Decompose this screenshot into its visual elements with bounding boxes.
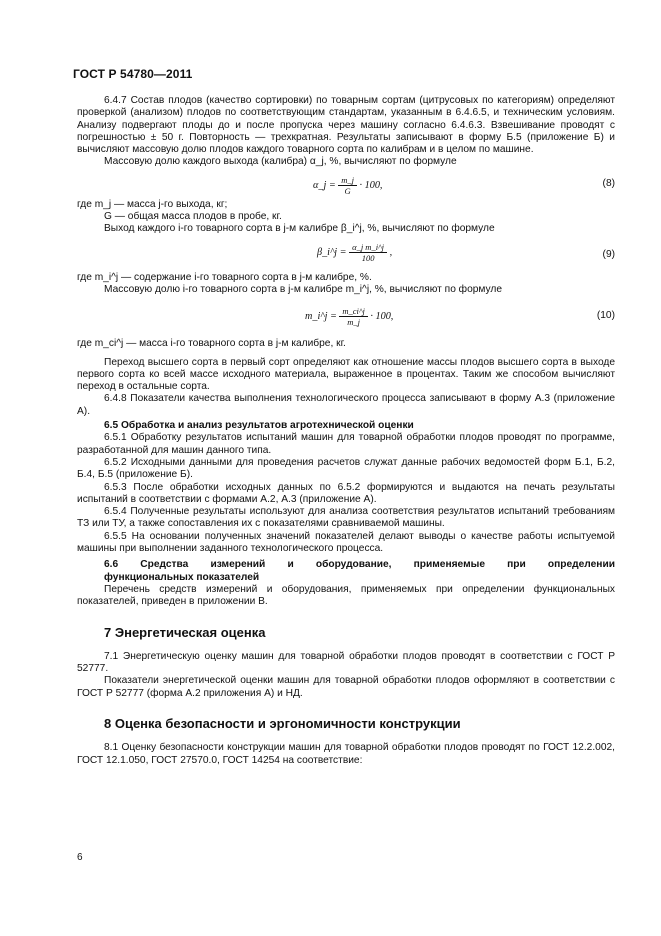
formula-10-numerator: m_ci^j (339, 306, 367, 317)
section-6-5-heading: 6.5 Обработка и анализ результатов агротехнической оценки (104, 420, 414, 432)
beta-intro: Выход каждого i-го товарного сорта в j-м калибре β_i^j, %, вычисляют по формуле (104, 223, 495, 235)
formula-10-lhs: m_i^j = (305, 311, 337, 323)
section-6-6-heading-line2: функциональных показателей (104, 571, 260, 583)
formula-8 (77, 169, 615, 199)
transition-paragraph: Переход высшего сорта в первый сорт определяют как отношение массы плодов высшего сорта в выходе первого сорта ко всей массе исходного материала, выраженное в процентах. Таким же способом вычисляют переход в остальные сорта. (77, 356, 615, 393)
formula-9-fraction (349, 242, 387, 263)
alpha-intro: Массовую долю каждого выхода (калибра) α_j, %, вычисляют по формуле (104, 156, 457, 168)
document-body (77, 95, 615, 767)
formula-8-fraction (338, 175, 357, 196)
where-mj: где m_j — масса j-го выхода, кг; (77, 198, 228, 210)
formula-10-fraction (339, 306, 367, 327)
paragraph-7-b: Показатели энергетической оценки машин для товарной обработки плодов оформляют в соответствии с ГОСТ Р 52777 (форма А.2 приложения А) и НД. (77, 675, 615, 699)
paragraph-7-1: 7.1 Энергетическую оценку машин для товарной обработки плодов проводят в соответствии с ГОСТ Р 52777. (77, 650, 615, 675)
formula-8-tail: · 100, (359, 179, 383, 191)
formula-10-denominator: m_j (347, 317, 360, 328)
paragraph-8-1: 8.1 Оценку безопасности конструкции машин для товарной обработки плодов проводят по ГОСТ 12.2.002, ГОСТ 12.1.050, ГОСТ 27570.0, ГОСТ 14254 на соответствие: (77, 742, 615, 766)
document-id-header: ГОСТ Р 54780—2011 (73, 67, 193, 81)
where-mij: где m_i^j — содержание i-го товарного сорта в j-м калибре, %. (77, 271, 372, 283)
formula-9-denominator: 100 (361, 252, 375, 263)
formula-9-numerator: α_j m_i^j (349, 242, 387, 253)
paragraph-6-4-8: 6.4.8 Показатели качества выполнения технологического процесса записывают в форму А.3 (приложение А). (77, 393, 615, 417)
paragraph-6-5-2: 6.5.2 Исходными данными для проведения расчетов служат данные рабочих ведомостей форм Б.1, Б.2, Б.4, Б.5 (приложение Б). (77, 456, 615, 481)
where-G: G — общая масса плодов в пробе, кг. (104, 211, 282, 223)
formula-9-number: (9) (602, 248, 615, 260)
paragraph-6-4-7: 6.4.7 Состав плодов (качество сортировки) по товарным сортам (цитрусовых по категориям) определяют проверкой (анализом) плодов по соответствующим стандартам, указанным в 6.4.6.5, и техническим условиям. Анализу подвергают плоды до и после пропуска через машину согласно 6.4.6.3. Взвешивание проводят с погрешностью ± 50 г. Повторность — трехкратная. Результаты записывают в форму Б.5 (приложение Б) и вычисляют массовую долю плодов каждого товарного сорта по калибрам и в целом по машине. (77, 95, 615, 156)
chapter-7-heading: 7 Энергетическая оценка (104, 624, 266, 640)
formula-8-numerator: m_j (338, 175, 357, 186)
formula-9-tail: , (389, 246, 393, 258)
formula-9 (77, 236, 615, 272)
section-6-6-heading-line1: 6.6 Средства измерений и оборудование, применяемые при определении (104, 559, 615, 571)
page-number: 6 (77, 852, 83, 863)
formula-8-denominator: G (344, 185, 351, 196)
formula-10-number: (10) (596, 310, 615, 322)
paragraph-6-5-5: 6.5.5 На основании полученных значений показателей делают выводы о качестве работы испытуемой машины при выполнении заданного технологического процесса. (77, 530, 615, 555)
where-mci: где m_ci^j — масса i-го товарного сорта в j-м калибре, кг. (77, 338, 346, 350)
paragraph-6-5-4: 6.5.4 Полученные результаты используют для анализа соответствия результатов испытаний требованиям ТЗ или ТУ, а также сопоставления их с показателями сравниваемой машины. (77, 506, 615, 530)
formula-8-number: (8) (602, 177, 615, 189)
paragraph-6-5-3: 6.5.3 После обработки исходных данных по 6.5.2 формируются и выдаются на печать результаты испытаний в соответствии с формами А.2, А.3 (приложение А). (77, 481, 615, 505)
paragraph-6-5-1: 6.5.1 Обработку результатов испытаний машин для товарной обработки плодов проводят по программе, разработанной для машин данного типа. (77, 432, 615, 456)
paragraph-6-6: Перечень средств измерений и оборудования, применяемых при определении функциональных показателей, приведен в приложении В. (77, 583, 615, 608)
formula-9-lhs: β_i^j = (317, 246, 347, 258)
formula-8-lhs: α_j = (313, 179, 336, 191)
formula-10-tail: · 100, (370, 311, 394, 323)
chapter-8-heading: 8 Оценка безопасности и эргономичности конструкции (104, 715, 461, 731)
m-intro: Массовую долю i-го товарного сорта в j-м калибре m_i^j, %, вычисляют по формуле (104, 283, 502, 295)
formula-10 (77, 296, 615, 338)
